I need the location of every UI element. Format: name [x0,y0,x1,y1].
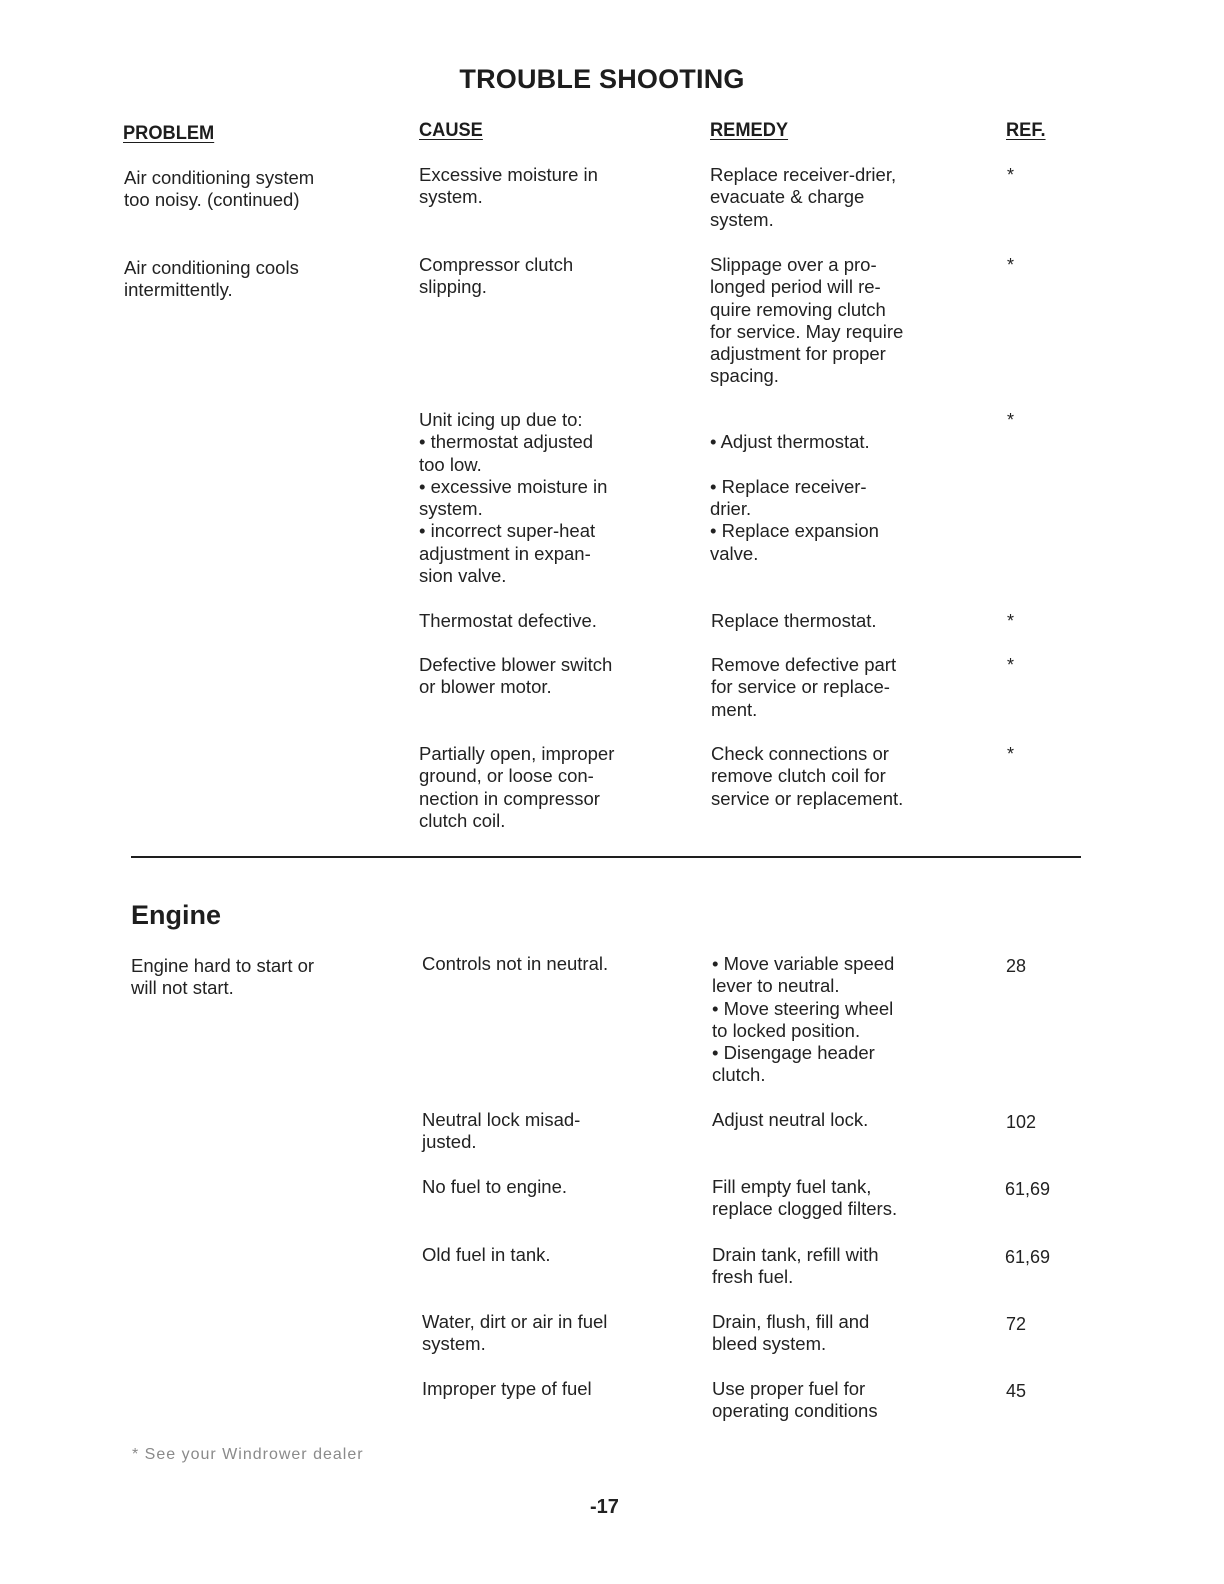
remedy-cell: • Adjust thermostat. • Replace receiver- drier. • Replace expansion valve. [710,431,879,564]
cause-cell: Partially open, improper ground, or loose con- nection in compressor clutch coil. [419,743,615,831]
cause-cell: Excessive moisture in system. [419,164,598,208]
ref-cell: 102 [1006,1112,1037,1132]
ref-cell: 28 [1006,956,1027,976]
footnote: * See your Windrower dealer [132,1446,364,1463]
remedy-cell: Fill empty fuel tank, replace clogged filters. [712,1176,898,1220]
cause-cell: Compressor clutch slipping. [419,254,574,298]
ref-cell: * [1007,744,1015,764]
ref-cell: 61,69 [1005,1179,1051,1199]
ref-cell: * [1007,165,1015,185]
remedy-cell: Check connections or remove clutch coil for service or replacement. [711,743,904,809]
cause-column-header: CAUSE [419,120,483,141]
cause-cell: Defective blower switch or blower motor. [419,654,613,698]
page-number: -17 [590,1496,619,1518]
remedy-cell: • Move variable speed lever to neutral. • Move steering wheel to locked position. • Disengage header clutch. [712,953,895,1086]
engine-section-title: Engine [131,900,222,930]
ref-cell: * [1007,410,1015,430]
ref-cell: * [1007,611,1015,631]
ref-cell: 45 [1006,1381,1027,1401]
ref-cell: 72 [1006,1314,1027,1334]
cause-cell: Water, dirt or air in fuel system. [422,1311,608,1355]
remedy-cell: Remove defective part for service or replace- ment. [711,654,897,720]
remedy-column-header: REMEDY [710,120,789,141]
ref-cell: 61,69 [1005,1247,1051,1267]
remedy-cell: Replace thermostat. [711,610,877,631]
problem-cell: Air conditioning cools intermittently. [124,257,299,301]
problem-cell: Air conditioning system too noisy. (continued) [124,167,315,211]
cause-cell: Neutral lock misad- justed. [422,1109,581,1153]
ref-cell: * [1007,655,1015,675]
remedy-cell: Drain, flush, fill and bleed system. [712,1311,870,1355]
cause-cell: No fuel to engine. [422,1176,568,1197]
cause-cell: Controls not in neutral. [422,953,609,974]
problem-column-header: PROBLEM [123,123,215,144]
cause-cell: Unit icing up due to: • thermostat adjusted too low. • excessive moisture in system. • incorrect super-heat adjustment in expan- sion valve. [419,409,608,587]
remedy-cell: Drain tank, refill with fresh fuel. [712,1244,879,1288]
remedy-cell: Replace receiver-drier, evacuate & charge system. [710,164,897,230]
ref-column-header: REF. [1006,120,1046,141]
remedy-cell: Slippage over a pro- longed period will re- quire removing clutch for service. May require adjustment for proper spacing. [710,254,904,387]
remedy-cell: Adjust neutral lock. [712,1109,869,1130]
cause-cell: Old fuel in tank. [422,1244,551,1265]
page-title: TROUBLE SHOOTING [459,64,745,94]
cause-cell: Improper type of fuel [422,1378,592,1399]
section-divider [131,856,1081,858]
remedy-cell: Use proper fuel for operating conditions [712,1378,878,1422]
problem-cell: Engine hard to start or will not start. [131,955,315,999]
cause-cell: Thermostat defective. [419,610,597,631]
ref-cell: * [1007,255,1015,275]
